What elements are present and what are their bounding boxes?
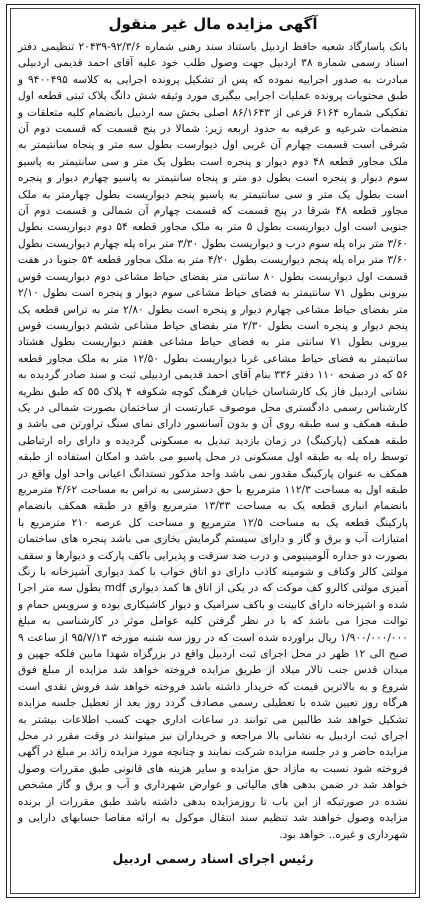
notice-signature: رئیس اجرای اسناد رسمی اردبیل xyxy=(112,850,314,866)
notice-frame xyxy=(6,4,420,898)
notice-title: آگهی مزایده مال غیر منقول xyxy=(108,15,318,33)
notice-content xyxy=(10,8,416,894)
notice-body: بانک پاسارگاد شعبه حافظ اردبیل باستناد سند رهنی شماره ۹۲/۳/۶-۲۰۴۳۹ تنظیمی دفتر اسناد رسمی شماره ۳۸ اردبیل جهت وصول طلب خود علیه آقای احمد قدیمی اردبیلی مبادرت به صدور اجراییه نموده که پس از تشکیل پرونده اجرایی به کلاسه ۹۴۰۰۴۹۵ و طبق محتویات پرونده عملیات اجرایی بیگیری مورد وثیقه شش دانگ پلاک ثبتی قطعه اول تفکیکی شماره ۶۱۶۴ فرعی از ۸۶/۱۶۴۳ اصلی بخش سه اردبیل بانضمام کلیه متعلقات و منضمات شرعیه و عرفیه به حدود اربعه زیر: شمالا در پنج قسمت که قسمت دوم آن شرقی است قسمت چهارم آن غربی اول دیوارست بطول سه متر و پنجاه سانتیمتر به ملک مجاور قطعه ۴۸ دوم دیوار و پنجره است بطول یک متر و سی سانتیمتر به پاسیو سوم دیوار و پنجره است بطول دو متر و پنجاه سانتیمتر به پاسیو چهارم دیوار و پنجره است بطول یک متر و سی سانتیمتر به پاسیو پنجم دیواریست بطول چهارمتر به ملک مجاور قطعه ۴۸ شرقا در پنج قسمت که قسمت چهارم آن شمالی و قسمت دوم آن جنوبی است اول دیواریست بطول ۵ متر به ملک مجاور قطعه ۵۴ دوم دیواریست بطول ۳/۶۰ متر براه پله سوم درب و دیواریست بطول ۳/۳۰ متر براه پله چهارم دیواریست بطول ۳/۶۰ متر براه پله پنجم دیواریست بطول ۴/۲۰ متر به ملک مجاور قطعه ۵۴ جنوبا در هفت قسمت اول دیواریست بطول ۸۰ سانتی متر بفضای حیاط مشاعی دوم دیواریست قوس بیرونی بطول ۷۱ سانتیمتر به فضای حیاط مشاعی سوم دیوار و پنجره است بطول ۲/۱۰ متر بفضای حیاط مشاعی چهارم دیوار و پنجره است بطول ۲/۸۰ متر به تراس قطعه یک پنجم دیوار و پنجره است بطول ۲/۳۰ متر بفضای حیاط مشاعی ششم دیواریست قوس بیرونی بطول ۷۱ سانتی متر به فضای حیاط مشاعی هفتم دیواریست بطول هشتاد سانتیمتر به فضای حیاط مشاعی غربا دیواریست بطول ۱۲/۵۰ متر به ملک مجاور قطعه ۵۶ که در صفحه ۱۱۰ دفتر ۳۳۶ بنام آقای احمد قدیمی اردبیلی ثبت و سند صادر گردیده به نشانی اردبیل فاز یک کارشناسان خیابان فرهنگ کوچه شکوفه ۴ پلاک ۵۵ که طبق نظریه کارشناس رسمی دادگستری محل موصوف عبارتست از ساختمان بصورت شمالی در یک طبقه همکف و سه طبقه روی آن و بدون آسانسور دارای نمای سنگ تراورتن می باشد و طبقه همکف (پارکینگ) در زمان بازدید تبدیل به مسکونی گردیده و دارای راه ارتباطی توسط راه پله به طبقه اول مسکونی در محل پاسیو می باشد و امکان استفاده از طبقه همکف به عنوان پارکینگ مقدور نمی باشد واحد مذکور تستدانگ اعیانی واحد اول واقع در طبقه اول به مساحت ۱۱۲/۳ مترمربع با حق دسترسی به تراس به مساحت ۴/۶۲ مترمربع بانضمام انباری قطعه یک به مساحت ۱۳/۳۳ مترمربع واقع در طبقه همکف بانضمام پارکینگ قطعه یک به مساحت ۱۲/۵ مترمربع و مساحت کل عرصه ۲۱۰ مترمربع با امتیازات آب و برق و گاز و دارای سیستم گرمایش بخاری می باشد پنجره های ساختمان بصورت دو جداره آلومینیومی و درب ضد سرقت و پذیرایی باکف پارکت و دیوارها و سقف مولتی کالر وکناف و شومینه کاذب دارای دو اتاق خواب با کمد دیواری آشپزخانه با رنگ آمیزی مولتی کالرو کف موکت که در یکی از اتاق ها کمد دیواری mdf بطول سه متر اجرا شده و اشپزخانه دارای کابینت و باکف سرامیک و دیوار کاشیکاری بوده و سرویس حمام و توالت مجزا می باشد که با در نظر گرفتن کلیه عوامل موثر در کارشناسی به مبلغ ۱/۹۰۰/۰۰۰/۰۰۰ ریال براورده شده است که در روز سه شنبه مورخه ۹۵/۷/۱۳ از ساعت ۹ صبح الی ۱۲ ظهر در محل اجرای ثبت اردبیل واقع در بزرگراه شهدا مابین فلکه جهین و میدان قدس جنب تالار میلاد از طریق مزایده فروخته خواهد شد مزایده از مبلغ فوق شروع و به بالاترین قیمت که خریدار داشته باشد فروخته خواهد شد فروش نقدی است هرگاه روز تعیین شده با تعطیلی رسمی مصادف گردد روز بعد از تعطیل جلسه مزایده تشکیل خواهد شد طالبین می توانند در ساعات اداری جهت کسب اطلاعات بیشتر به اجرای ثبت اردبیل به نشانی بالا مراجعه و خریداران نیز میتوانند در وقت مقرر در محل مزایده حاضر و در جلسه مزایده شرکت نمایند و چنانچه مورد مزایده زائد بر مبلغ در آگهی فروخته شود نسبت به مازاد حق مزایده و سایر هزینه های قانونی طبق مقررات وصول خواهد شد در ضمن بدهی های مالیاتی و عوارض شهرداری و آب و برق و گاز مشخص نشده در صورتیکه از این باب تا روزمزایده بدهی داشته باشد طبق مقررات از برنده مزایده وصول خواهند شد تنظیم سند انتقال موکول به ارائه مفاصا حسابهای دارایی و شهرداری و غیره.. خواهد بود. xyxy=(18,41,409,841)
